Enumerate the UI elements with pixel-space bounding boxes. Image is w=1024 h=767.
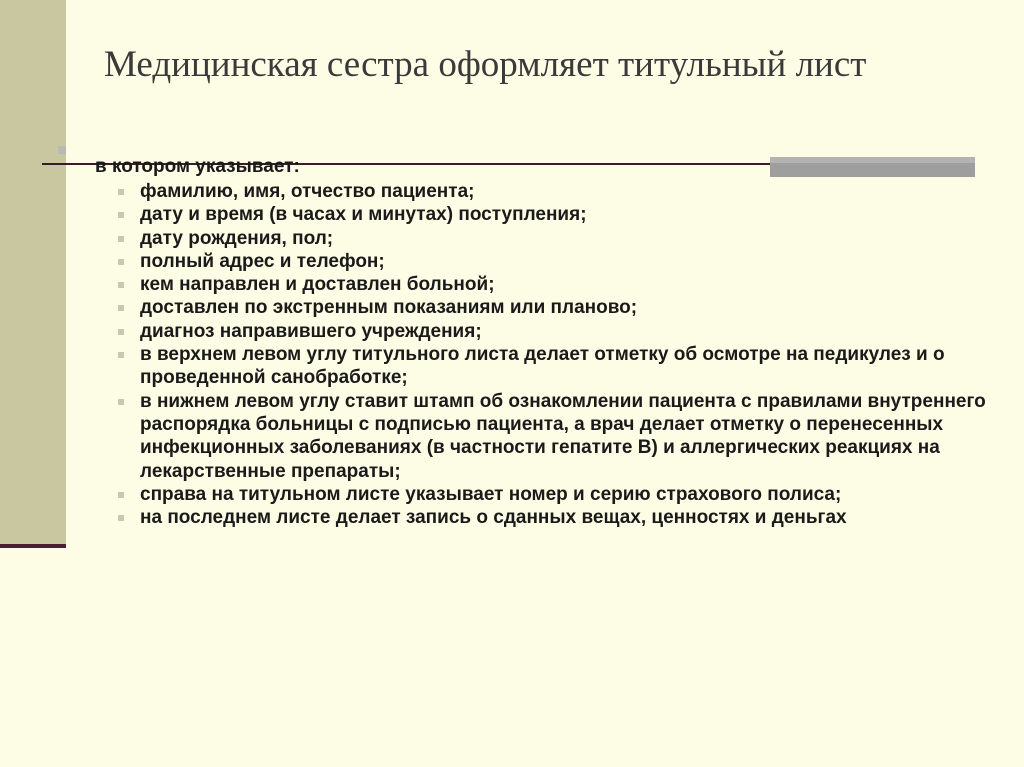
decorative-square [58, 146, 66, 154]
square-bullet-icon [118, 515, 124, 521]
title-divider-block-highlight [770, 157, 975, 163]
list-item-text: фамилию, имя, отчество пациента; [140, 181, 475, 202]
square-bullet-icon [118, 329, 124, 335]
list-item-text: дату рождения, пол; [140, 227, 334, 249]
square-bullet-icon [118, 236, 124, 242]
list-item-text: в нижнем левом углу ставит штамп об ознакомлении пациента с правилами внутреннего распорядка больницы с подписью пациента, а врач делает отметку о перенесенных инфекционных заболеваниях (в частности гепатите В) и аллергических реакциях на лекарственные препараты; [140, 390, 986, 482]
left-decorative-bar [0, 0, 66, 546]
left-bar-underline [0, 544, 66, 548]
list-item [118, 506, 998, 529]
list-item [118, 273, 998, 296]
list-item-text: в верхнем левом углу титульного листа делает отметку об осмотре на педикулез и о проведенной санобработке; [140, 344, 945, 389]
list-item [118, 180, 998, 203]
list-item [118, 227, 998, 250]
list-item-text: дату и время (в часах и минутах) поступления; [140, 204, 587, 226]
list-item-text: кем направлен и доставлен больной; [140, 274, 495, 296]
square-bullet-icon [118, 305, 124, 311]
list-item [118, 250, 998, 273]
list-item-text: справа на титульном листе указывает номер и серию страхового полиса; [140, 483, 842, 505]
slide-title: Медицинская сестра оформляет титульный лист [104, 44, 867, 85]
list-item [118, 390, 998, 483]
list-item [118, 203, 998, 226]
list-item [118, 296, 998, 319]
square-bullet-icon [118, 399, 124, 405]
square-bullet-icon [118, 259, 124, 265]
list-item [118, 483, 998, 506]
square-bullet-icon [118, 282, 124, 288]
list-item-text: диагноз направившего учреждения; [140, 320, 482, 342]
square-bullet-icon [118, 189, 124, 195]
square-bullet-icon [118, 212, 124, 218]
square-bullet-icon [118, 492, 124, 498]
list-item [118, 320, 998, 343]
list-item [118, 343, 998, 390]
bullet-list [118, 180, 998, 529]
intro-text: в котором указывает: [95, 156, 300, 177]
list-item-text: доставлен по экстренным показаниям или планово; [140, 297, 638, 319]
square-bullet-icon [118, 352, 124, 358]
list-item-text: на последнем листе делает запись о сданных вещах, ценностях и деньгах [140, 507, 847, 529]
list-item-text: полный адрес и телефон; [140, 250, 385, 272]
